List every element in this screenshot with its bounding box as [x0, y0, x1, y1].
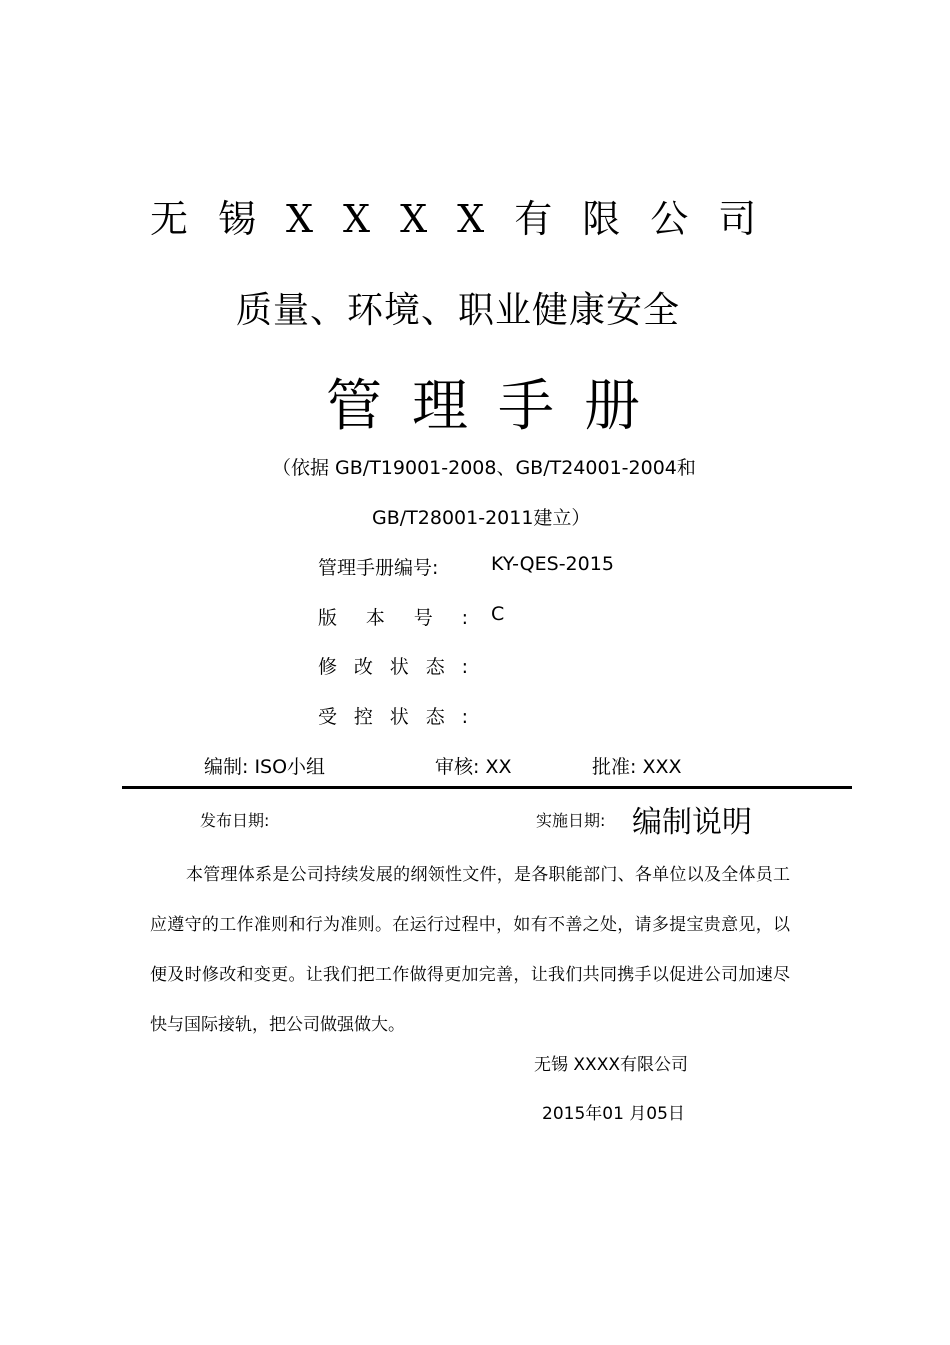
reviewed-by: 审核: XX [435, 756, 512, 778]
version-label [318, 603, 468, 630]
compilation-notes-heading: 编制说明 [632, 805, 752, 840]
control-status-label-text: 受控状态: [318, 706, 468, 728]
revision-status-label [318, 652, 468, 679]
divider-rule [122, 786, 852, 789]
company-title: 无锡XXXX有限公司 [150, 197, 787, 241]
revision-status-label-text: 修改状态: [318, 656, 468, 678]
compilation-notes-body: 本管理体系是公司持续发展的纲领性文件，是各职能部门、各单位以及全体员工应遵守的工作准则和行为准则。在运行过程中，如有不善之处，请多提宝贵意见，以便及时修改和变更。让我们把工作做得更加完善，让我们共同携手以促进公司加速尽快与国际接轨，把公司做强做大。 [150, 865, 790, 1035]
standards-basis-line-2: GB/T28001-2011建立） [372, 507, 591, 529]
standards-basis-line-1: （依据 GB/T19001-2008、GB/T24001-2004和 [272, 457, 696, 479]
manual-number-label: 管理手册编号: [318, 557, 439, 579]
signoff-company: 无锡 XXXX有限公司 [534, 1055, 688, 1075]
control-status-label [318, 702, 468, 729]
version-value: C [491, 603, 505, 625]
manual-title: 管理手册 [326, 374, 670, 439]
manual-subtitle: 质量、环境、职业健康安全 [236, 290, 681, 331]
version-label-text: 版本号: [318, 607, 468, 629]
manual-number-value: KY-QES-2015 [491, 553, 614, 575]
signoff-date: 2015年01 月05日 [542, 1104, 685, 1124]
approved-by: 批准: XXX [592, 756, 682, 778]
effective-date-label: 实施日期: [536, 811, 606, 830]
compiled-by: 编制: ISO小组 [204, 756, 326, 778]
release-date-label: 发布日期: [200, 811, 270, 830]
